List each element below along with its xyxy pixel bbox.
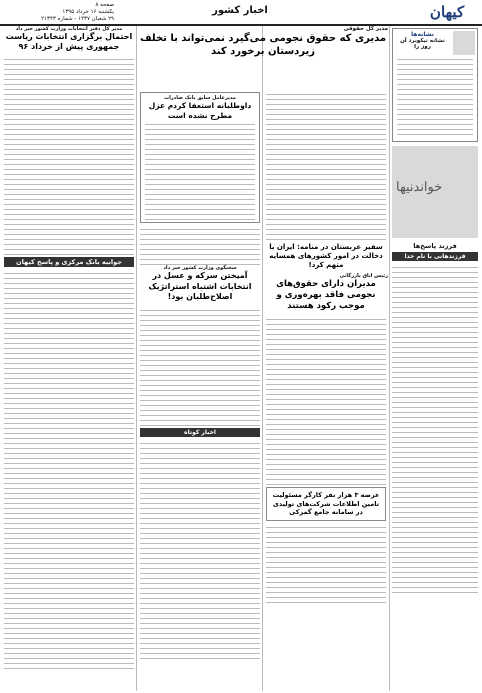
issue-page: صفحه ۸ — [95, 2, 114, 8]
col1-body — [392, 263, 478, 593]
col2-body-3 — [266, 523, 386, 603]
column-4 — [2, 26, 136, 691]
col2-body-2 — [266, 315, 386, 485]
col3-body-3 — [140, 439, 260, 659]
h3-kicker: سخنگوی وزارت کشور خبر داد — [163, 265, 237, 271]
h2-kicker: رئیس اتاق بازرگانی — [339, 273, 388, 279]
main-headline-block — [138, 26, 388, 86]
h2-headline: مدیران دارای حقوق‌های نجومی فاقد بهره‌وری و موجب رکود هستند — [276, 279, 376, 311]
brand-label: خواندنیها — [396, 180, 443, 195]
h3-headline: آمیختن سرکه و عسل در انتخابات اشتباه استراتژیک اصلاح‌طلبان بود! — [148, 271, 252, 301]
col4-body-1 — [4, 55, 134, 255]
election-headline: احتمال برگزاری انتخابات ریاست جمهوری پیش از خرداد ۹۶ — [5, 32, 133, 51]
note-box — [392, 28, 478, 142]
issue-info — [4, 2, 114, 23]
issue-number: ۲۹ شعبان ۱۴۳۷ - شماره ۲۱۳۴۳ — [41, 16, 114, 22]
column-3 — [138, 90, 262, 691]
main-headline: مدیری که حقوق نجومی می‌گیرد نمی‌تواند با تخلف زیردستان برخورد کند — [139, 33, 387, 57]
ad-box — [266, 487, 386, 521]
page-header — [0, 0, 482, 26]
newspaper-logo: کیهان — [429, 3, 465, 21]
column-2 — [264, 90, 388, 691]
resign-box — [140, 92, 260, 223]
h4-kicker: مدیرعامل سابق بانک صادرات — [164, 95, 236, 101]
column-1 — [390, 26, 480, 691]
section-head: فرزندهانی با نام خدا — [392, 252, 478, 261]
note-title: نشانه‌ها — [411, 31, 434, 38]
h4-headline: داوطلبانه استعفا کردم عزل مطرح نشده است — [148, 101, 252, 120]
main-kicker: مدیر کل حقوقی — [343, 26, 388, 32]
resign-body — [145, 120, 255, 220]
cleric-photo — [392, 146, 478, 238]
section-title: اخبار کشور — [212, 5, 268, 16]
col4-body-2 — [4, 269, 134, 669]
col3-body-1 — [140, 225, 260, 265]
central-bank-head: جوابیه بانک مرکزی و پاسخ کیهان — [4, 257, 134, 267]
author-photo — [453, 31, 475, 55]
note-text — [397, 55, 473, 139]
issue-date: یکشنبه ۱۶ خرداد ۱۳۹۵ — [62, 9, 114, 15]
saudi-headline: سفیر عربستان در منامه: ایران با دخالت در امور کشورهای همسایه متهم کرد! — [269, 243, 383, 269]
note-subtitle: نشانه نیکوبرد آن روز را — [400, 38, 445, 50]
col2-body-1 — [266, 90, 386, 240]
col3-body-2 — [140, 306, 260, 426]
brief-news-head: اخبار کوتاه — [140, 428, 260, 437]
col4-kicker: مدیر کل دفتر انتخابات وزارت کشور خبر داد — [15, 26, 123, 32]
ad-box-title: عرضه ۳ هزار نفر کارگر مسئولیت تامین اطلاعات شرکت‌های تولیدی در سامانه جامع گمرکی — [272, 491, 380, 516]
caption: فرزند پاسخ‌ها — [413, 242, 457, 250]
